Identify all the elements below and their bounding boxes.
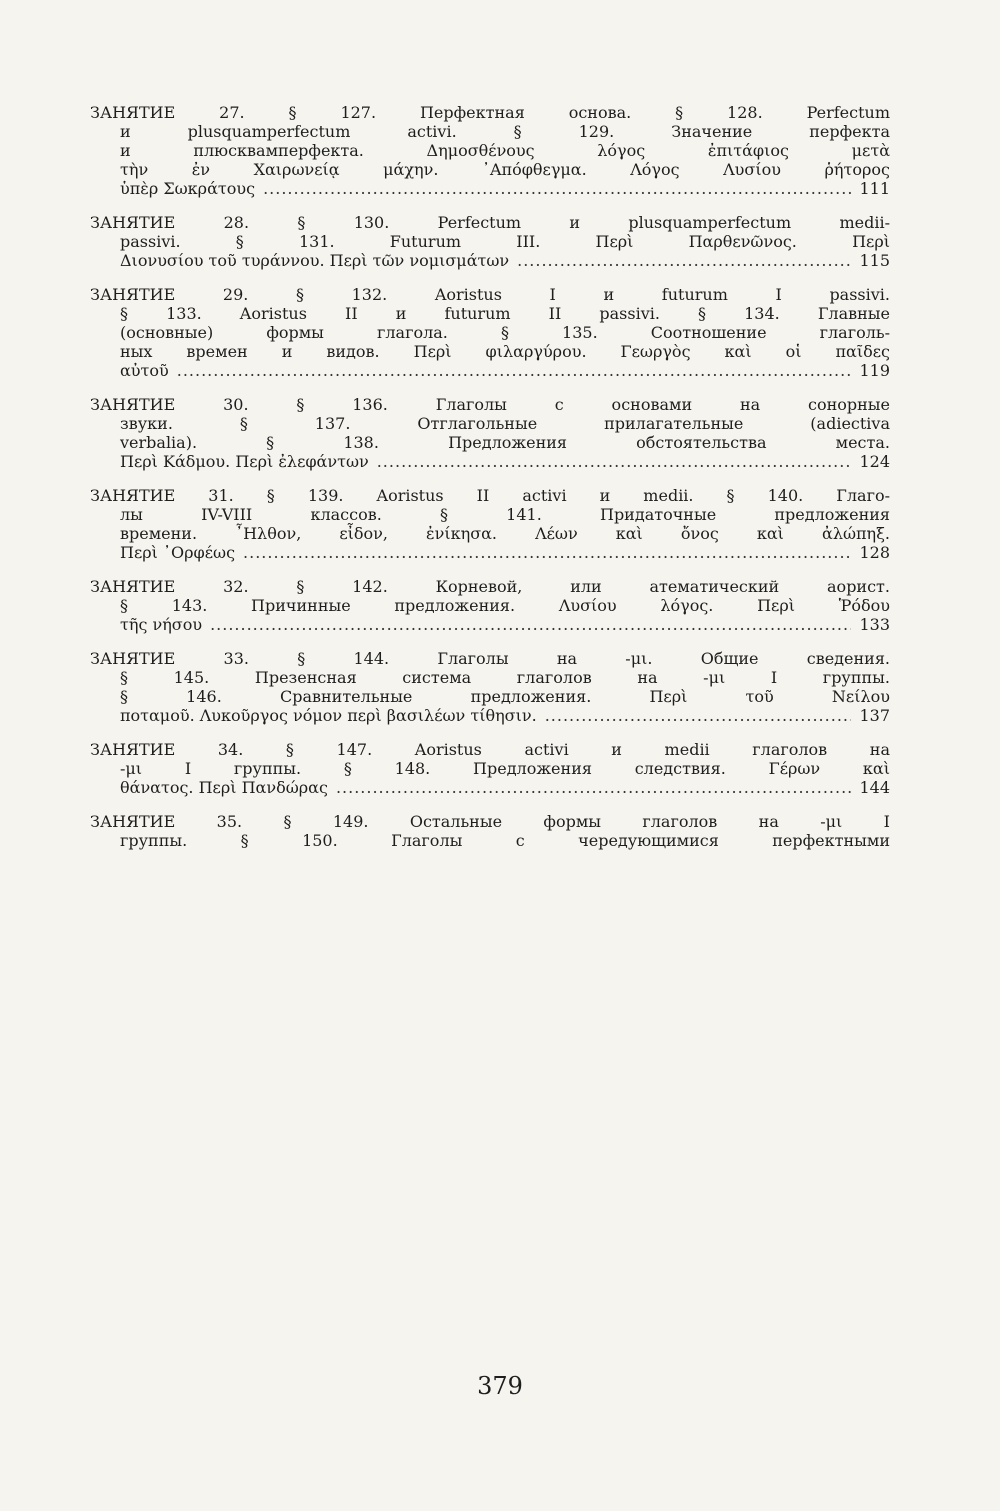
toc-entry [90,395,890,471]
toc-entry-last-text: Περὶ ᾿Ορφέως [120,543,236,562]
dot-leader [545,706,852,725]
toc-entry-line: verbalia). § 138. Предложения обстоятельства места. [120,433,890,452]
toc-entry-last-text: ὑπὲρ Σωκράτους [120,179,256,198]
toc-entry [90,812,890,850]
toc-entry-last-line [90,615,890,634]
toc-entry-line: τὴν ἐν Χαιρωνείᾳ μάχην. ᾿Απόφθεγμα. Λόγος Λυσίου ῥήτορος [120,160,890,179]
toc-entry-heading-line: ЗАНЯТИЕ 30. § 136. Глаголы с основами на сонорные [90,395,890,414]
toc-entry-heading-line: ЗАНЯТИЕ 28. § 130. Perfectum и plusquamperfectum medii- [90,213,890,232]
toc-entry-line: (основные) формы глагола. § 135. Соотношение глаголь- [120,323,890,342]
toc-entry-line: ных времен и видов. Περὶ φιλαργύρου. Γεωργὸς καὶ οἱ παῖδες [120,342,890,361]
toc-entry [90,213,890,270]
dot-leader [336,778,852,797]
toc-entry-line: и плюсквамперфекта. Δημοσθένους λόγος ἐπιτάφιος μετὰ [120,141,890,160]
toc-page-reference: 137 [859,706,890,725]
toc-entry [90,577,890,634]
toc-entry [90,103,890,198]
toc-entry-last-text: αὐτοῦ [120,361,169,380]
toc-entry-heading-line: ЗАНЯТИЕ 33. § 144. Глаголы на -μι. Общие сведения. [90,649,890,668]
toc-entry-last-line [90,706,890,725]
toc-entry-heading-line: ЗАНЯТИЕ 34. § 147. Aoristus activi и medii глаголов на [90,740,890,759]
toc-entry-last-line [90,179,890,198]
toc-entry [90,285,890,380]
toc-entry-line: -μι I группы. § 148. Предложения следствия. Γέρων καὶ [120,759,890,778]
toc-page-reference: 128 [859,543,890,562]
page-number: 379 [477,1372,523,1400]
toc-entry-line: § 143. Причинные предложения. Λυσίου λόγος. Περὶ Ῥόδου [120,596,890,615]
table-of-contents [90,103,890,865]
toc-entry-heading-line: ЗАНЯТИЕ 31. § 139. Aoristus II activi и medii. § 140. Глаго- [90,486,890,505]
dot-leader [177,361,852,380]
toc-page-reference: 144 [859,778,890,797]
toc-entry-heading-line: ЗАНЯТИЕ 29. § 132. Aoristus I и futurum I passivi. [90,285,890,304]
toc-entry-line: и plusquamperfectum activi. § 129. Значение перфекта [120,122,890,141]
toc-page-reference: 115 [859,251,890,270]
toc-page-reference: 119 [859,361,890,380]
dot-leader [377,452,852,471]
toc-entry [90,740,890,797]
toc-entry-last-text: ποταμοῦ. Λυκοῦργος νόμον περὶ βασιλέων τίθησιν. [120,706,537,725]
toc-entry-last-line [90,251,890,270]
toc-entry-line: § 133. Aoristus II и futurum II passivi. § 134. Главные [120,304,890,323]
toc-entry-last-text: Περὶ Κάδμου. Περὶ ἐλεφάντων [120,452,369,471]
toc-page-reference: 111 [859,179,890,198]
toc-entry-last-line [90,778,890,797]
dot-leader [210,615,851,634]
dot-leader [263,179,851,198]
toc-entry-line: группы. § 150. Глаголы с чередующимися перфектными [120,831,890,850]
toc-entry-line: времени. ῏Ηλθον, εἶδον, ἐνίκησα. Λέων καὶ ὄνος καὶ ἀλώπηξ. [120,524,890,543]
toc-entry-last-line [90,452,890,471]
toc-page-reference: 133 [859,615,890,634]
toc-entry-line: passivi. § 131. Futurum III. Περὶ Παρθενῶνος. Περὶ [120,232,890,251]
toc-page-reference: 124 [859,452,890,471]
toc-entry-heading-line: ЗАНЯТИЕ 27. § 127. Перфектная основа. § 128. Perfectum [90,103,890,122]
dot-leader [517,251,851,270]
toc-entry-heading-line: ЗАНЯТИЕ 32. § 142. Корневой, или атематический аорист. [90,577,890,596]
toc-entry [90,649,890,725]
toc-entry-last-text: Διονυσίου τοῦ τυράννου. Περὶ τῶν νομισμάτων [120,251,510,270]
toc-entry-line: § 146. Сравнительные предложения. Περὶ τοῦ Νείλου [120,687,890,706]
toc-entry-last-text: τῆς νήσου [120,615,203,634]
toc-entry-last-line [90,361,890,380]
toc-entry [90,486,890,562]
toc-entry-last-text: θάνατος. Περὶ Πανδώρας [120,778,328,797]
toc-entry-heading-line: ЗАНЯТИЕ 35. § 149. Остальные формы глаголов на -μι I [90,812,890,831]
toc-entry-line: лы IV-VIII классов. § 141. Придаточные предложения [120,505,890,524]
toc-entry-line: звуки. § 137. Отглагольные прилагательные (adiectiva [120,414,890,433]
toc-entry-last-line [90,543,890,562]
dot-leader [243,543,851,562]
toc-entry-line: § 145. Презенсная система глаголов на -μι I группы. [120,668,890,687]
